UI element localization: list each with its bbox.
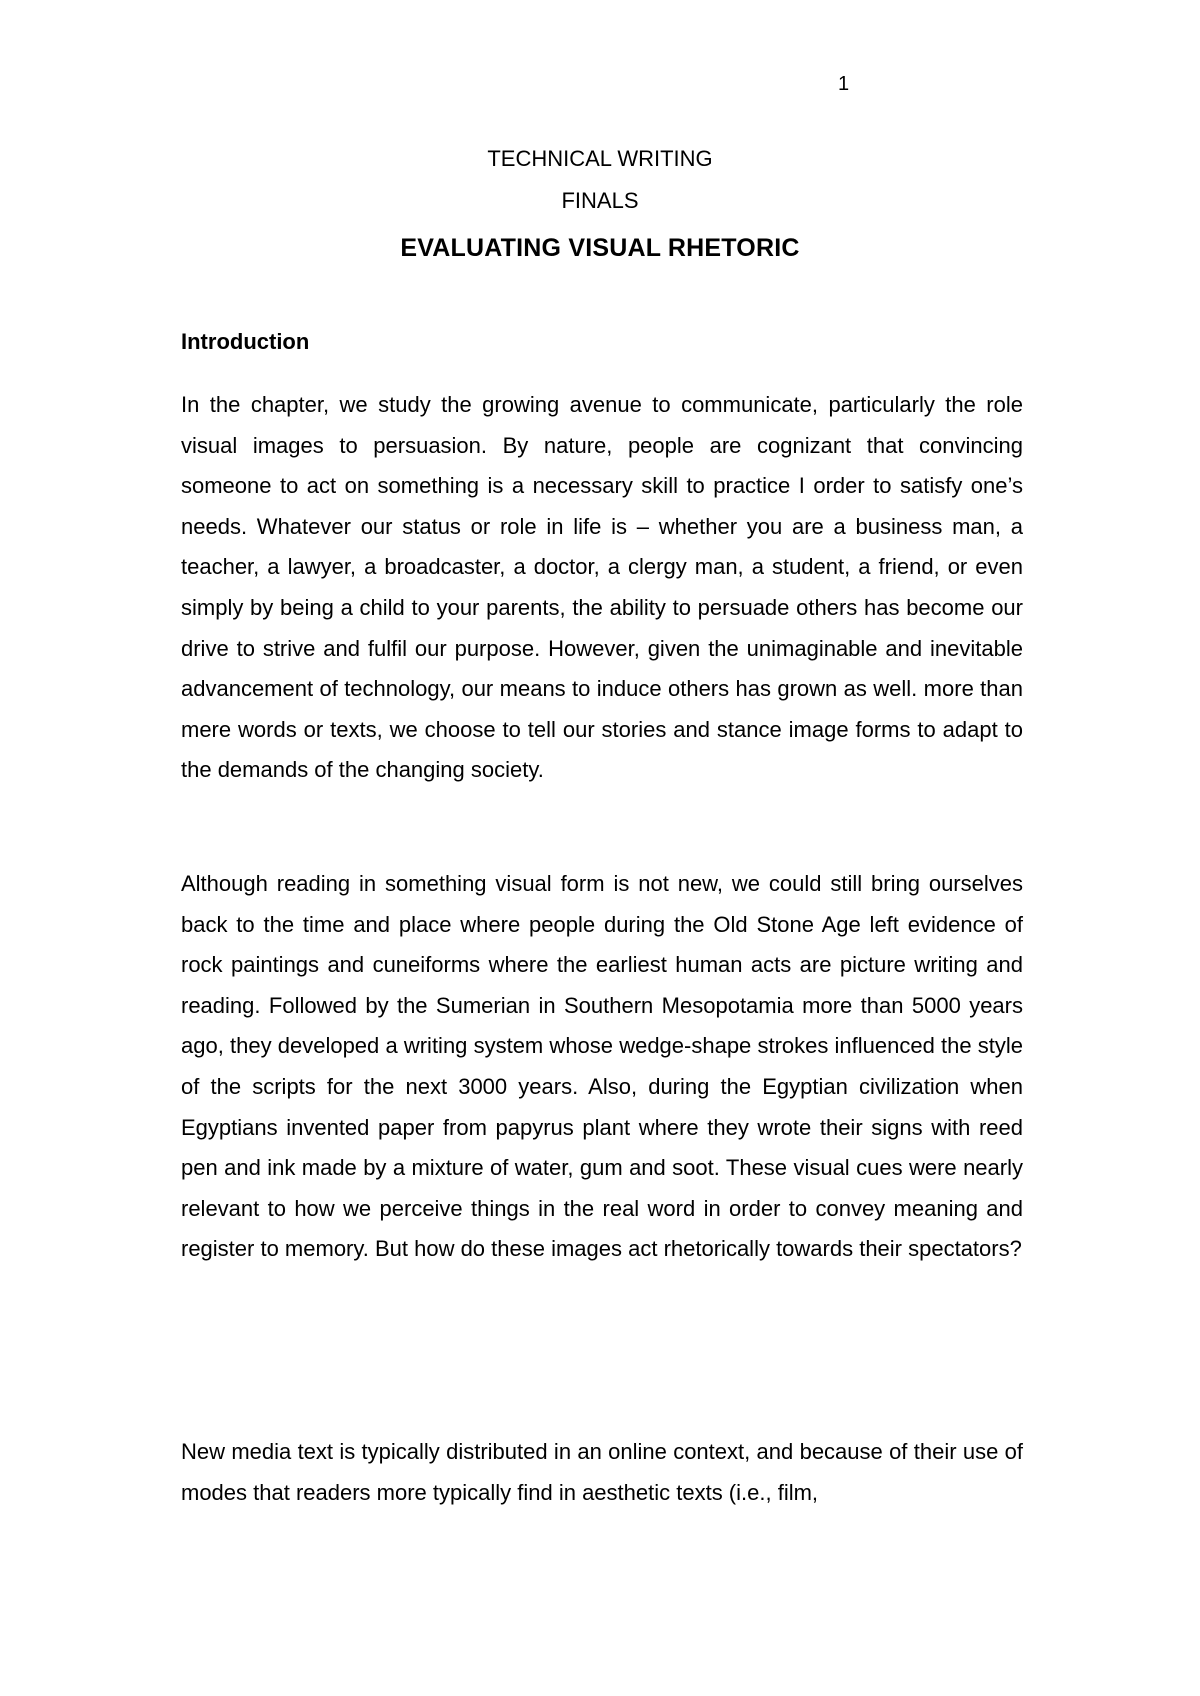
page-number: 1 (838, 73, 850, 95)
section-heading: Introduction (181, 329, 310, 354)
exam-label: FINALS (561, 188, 639, 213)
course-name: TECHNICAL WRITING (487, 146, 713, 171)
paragraph-2: Although reading in something visual form is not new, we could still bring ourselves back to the time and place where people during the Old Stone Age left evidence of rock paintings and cuneiforms where the earliest human acts are picture writing and reading. Followed by the Sumerian in Southern Mesopotamia more than 5000 years ago, they developed a writing system whose wedge-shape strokes influenced the style of the scripts for the next 3000 years. Also, during the Egyptian civilization when Egyptians invented paper from papyrus plant where they wrote their signs with reed pen and ink made by a mixture of water, gum and soot. These visual cues were nearly relevant to how we perceive things in the real word in order to convey meaning and register to memory. But how do these images act rhetorically towards their spectators? (181, 871, 1023, 1262)
paragraph-1: In the chapter, we study the growing avenue to communicate, particularly the role visual images to persuasion. By nature, people are cognizant that convincing someone to act on something is a necessary skill to practice I order to satisfy one’s needs. Whatever our status or role in life is – whether you are a business man, a teacher, a lawyer, a broadcaster, a doctor, a clergy man, a student, a friend, or even simply by being a child to your parents, the ability to persuade others has become our drive to strive and fulfil our purpose. However, given the unimaginable and inevitable advancement of technology, our means to induce others has grown as well. more than mere words or texts, we choose to tell our stories and stance image forms to adapt to the demands of the changing society. (181, 392, 1023, 783)
document-title: EVALUATING VISUAL RHETORIC (400, 234, 800, 262)
paragraph-3: New media text is typically distributed in an online context, and because of their use of modes that readers more typically find in aesthetic texts (i.e., film, (181, 1439, 1023, 1505)
